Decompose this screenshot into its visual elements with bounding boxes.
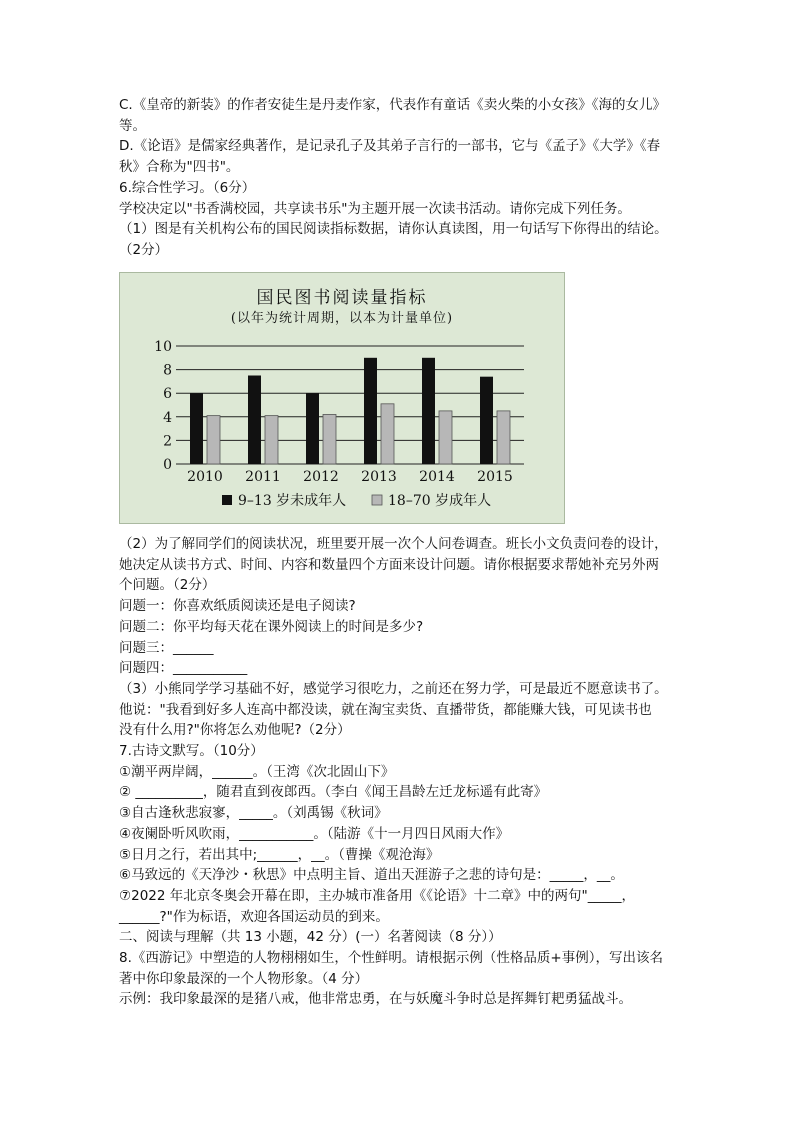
bar-minor-series xyxy=(190,393,203,464)
x-tick-label: 2015 xyxy=(477,469,513,485)
text-line: ______?"作为标语，欢迎各国运动员的到来。 xyxy=(119,908,389,925)
text-line: 6.综合性学习。（6分） xyxy=(119,179,256,196)
chart-svg xyxy=(120,273,566,525)
text-line: 7.古诗文默写。（10分） xyxy=(119,743,264,759)
x-tick-label: 2012 xyxy=(303,469,339,485)
text-line: 问题四：___________ xyxy=(119,660,248,677)
text-line: 学校决定以"书香满校园，共享读书乐"为主题开展一次读书活动。请你完成下列任务。 xyxy=(119,200,631,217)
bar-minor-series xyxy=(422,358,435,464)
text-line: 问题一：你喜欢纸质阅读还是电子阅读? xyxy=(119,598,356,615)
text-line: C.《皇帝的新装》的作者安徒生是丹麦作家，代表作有童话《卖火柴的小女孩》《海的女儿》 xyxy=(119,97,666,113)
text-line: 8.《西游记》中塑造的人物栩栩如生，个性鲜明。请根据示例（性格品质+事例），写出该名 xyxy=(119,950,663,966)
bar-adult-series xyxy=(381,404,394,464)
text-line: D.《论语》是儒家经典著作，是记录孔子及其弟子言行的一部书，它与《孟子》《大学》《春 xyxy=(119,138,661,155)
bar-minor-series xyxy=(364,358,377,464)
text-line: 等。 xyxy=(119,117,146,134)
text-line: ⑤日月之行，若出其中;______，__。（曹操《观沧海》 xyxy=(119,846,440,863)
text-line: （1）图是有关机构公布的国民阅读指标数据，请你认真读图，用一句话写下你得出的结论。 xyxy=(119,221,668,238)
text-line: 没有什么用?"你将怎么劝他呢?（2分） xyxy=(119,722,351,739)
bar-adult-series xyxy=(207,416,220,464)
text-line: ⑥马致远的《天净沙・秋思》中点明主旨、道出天涯游子之悲的诗句是：_____，__。 xyxy=(119,867,624,884)
text-line: 著中你印象最深的一个人物形象。（4 分） xyxy=(119,970,369,987)
bar-adult-series xyxy=(497,411,510,464)
text-line: ③自古逢秋悲寂寥，_____。（刘禹锡《秋词》 xyxy=(119,805,388,822)
text-line: 她决定从读书方式、时间、内容和数量四个方面来设计问题。请你根据要求帮她补充另外两 xyxy=(119,556,659,573)
x-tick-label: 2013 xyxy=(361,469,397,485)
legend-swatch-adult xyxy=(372,495,382,505)
y-tick-label: 4 xyxy=(163,409,172,426)
legend-label-minor: 9–13 岁未成年人 xyxy=(238,493,347,509)
text-line: ④夜阑卧听风吹雨，___________。（陆游《十一月四日风雨大作》 xyxy=(119,825,510,842)
bar-minor-series xyxy=(306,393,319,464)
chart-title: 国民图书阅读量指标 xyxy=(256,288,428,308)
text-line: 个问题。（2分） xyxy=(119,577,216,594)
y-tick-label: 8 xyxy=(163,362,172,379)
x-tick-label: 2010 xyxy=(187,469,223,485)
bar-adult-series xyxy=(323,414,336,464)
y-tick-label: 2 xyxy=(163,433,172,450)
text-line: 秋》合称为"四书"。 xyxy=(119,159,240,176)
y-tick-label: 0 xyxy=(163,457,172,473)
x-tick-label: 2014 xyxy=(419,469,455,485)
legend-label-adult: 18–70 岁成年人 xyxy=(388,493,492,509)
text-line: ⑦2022 年北京冬奥会开幕在即，主办城市准备用《《论语》十二章》中的两句"_____， xyxy=(119,887,635,904)
bar-adult-series xyxy=(439,411,452,464)
text-line: 问题三：______ xyxy=(119,639,214,656)
legend-swatch-minor xyxy=(222,495,232,505)
text-line: （3）小熊同学学习基础不好，感觉学习很吃力，之前还在努力学，可是最近不愿意读书了。 xyxy=(119,680,668,697)
text-line: ② __________，随君直到夜郎西。（李白《闻王昌龄左迁龙标遥有此寄》 xyxy=(119,784,548,801)
reading-chart xyxy=(119,272,565,524)
text-line: （2）为了解同学们的阅读状况，班里要开展一次个人问卷调查。班长小文负责问卷的设计， xyxy=(119,536,668,552)
text-line: 二、阅读与理解（共 13 小题，42 分）(一）名著阅读（8 分）） xyxy=(119,929,502,946)
text-line: ①潮平两岸阔，______。（王湾《次北固山下》 xyxy=(119,763,395,780)
bar-minor-series xyxy=(248,376,261,465)
text-line: 示例：我印象最深的是猪八戒，他非常忠勇，在与妖魔斗争时总是挥舞钉耙勇猛战斗。 xyxy=(119,991,632,1008)
bar-minor-series xyxy=(480,377,493,464)
y-tick-label: 10 xyxy=(154,339,172,355)
text-line: 他说："我看到好多人连高中都没读，就在淘宝卖货、直播带货，都能赚大钱，可见读书也 xyxy=(119,701,652,718)
chart-subtitle: (以年为统计周期，以本为计量单位) xyxy=(230,311,454,326)
text-line: （2分） xyxy=(119,241,169,258)
bar-adult-series xyxy=(265,416,278,464)
text-line: 问题二：你平均每天花在课外阅读上的时间是多少? xyxy=(119,618,424,635)
x-tick-label: 2011 xyxy=(245,469,281,485)
y-tick-label: 6 xyxy=(163,386,172,403)
